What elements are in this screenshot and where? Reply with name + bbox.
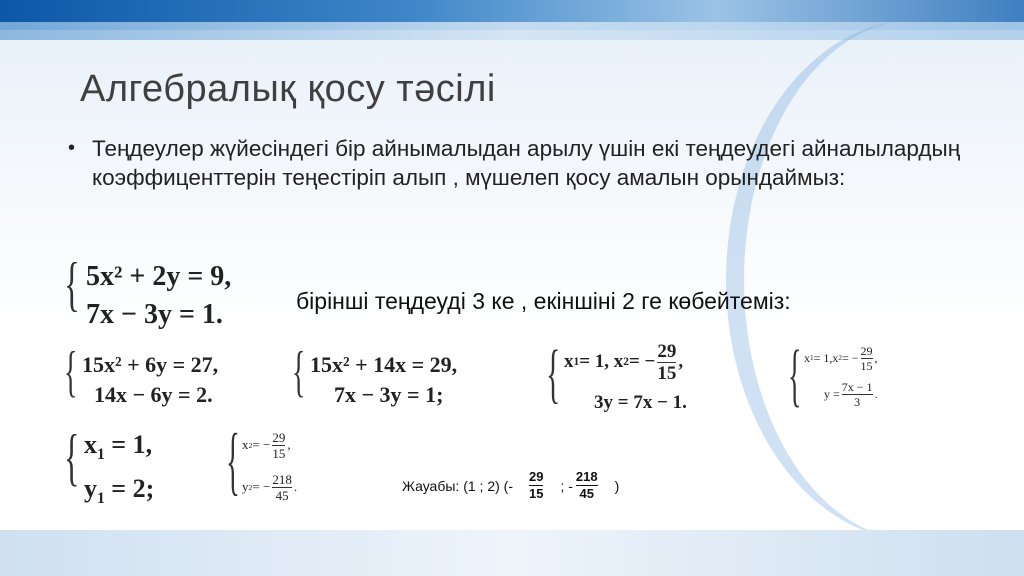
system-1-line-1: 5x² + 2y = 9, — [86, 261, 232, 292]
bullet-paragraph — [68, 134, 968, 192]
brace-icon: { — [226, 419, 240, 503]
system-2-line-1: 15x² + 6y = 27, — [82, 352, 219, 377]
answer-line — [402, 470, 619, 501]
system-1-line-2: 7x − 3y = 1. — [86, 299, 223, 330]
system-4-line-1: x 1 = 1, x 2 = − 29 15 , — [564, 340, 684, 384]
slide-title: Алгебралық қосу тәсілі — [80, 68, 496, 110]
system-6 — [84, 428, 154, 516]
answer-suffix: ) — [614, 477, 620, 494]
system-2-line-2: 14x − 6y = 2. — [94, 382, 213, 407]
system-5 — [804, 340, 878, 412]
brace-icon: { — [64, 421, 80, 492]
fraction: 7x − 1 3 — [841, 379, 873, 409]
fraction: 29 15 — [272, 429, 286, 461]
bullet-text: Теңдеулер жүйесіндегі бір айнымалыдан арылу үшін екі теңдеудегі айналылардың коэффиценттерін теңестіріп алып , мүшелеп қосу амалын орындаймыз: — [92, 136, 961, 190]
system-2 — [82, 350, 218, 410]
answer-fraction-2: $\frac{218}{45}$ — [575, 469, 598, 501]
brace-icon: { — [546, 337, 561, 410]
system-5-line-2: y = 7x − 1 3 . — [824, 379, 878, 409]
system-7-line-2: y 2 = − 218 45 . — [242, 471, 298, 503]
fraction: 218 45 — [272, 471, 292, 503]
system-4-line-2: 3y = 7x − 1. — [594, 392, 687, 413]
fraction: 29 15 — [860, 343, 873, 373]
system-6-line-2: $y_1 = 2$; — [84, 474, 155, 508]
system-3-line-2: 7x − 3y = 1; — [334, 382, 444, 407]
answer-prefix: Жауабы: (1 ; 2) (- — [402, 477, 513, 494]
brace-icon: { — [292, 341, 306, 403]
system-6-line-1: $x_1 = 1$, — [84, 430, 153, 464]
instruction-text: бірінші теңдеуді 3 ке , екіншіні 2 ге көбейтеміз: — [296, 288, 791, 314]
bullet-dot-icon: • — [68, 137, 76, 159]
system-7-line-1: x 2 = − 29 15 , — [242, 429, 291, 461]
brace-icon: { — [64, 341, 78, 403]
answer-fraction-1: $\frac{29}{15}$ — [528, 469, 544, 501]
system-1 — [86, 258, 231, 334]
system-4 — [564, 340, 687, 414]
footer-band — [0, 530, 1024, 576]
system-3 — [310, 350, 457, 410]
system-5-line-1: x 1 = 1,x 2 = − 29 15 , — [804, 343, 878, 373]
fraction: 29 15 — [657, 340, 677, 384]
system-7 — [242, 424, 297, 508]
system-3-line-1: 15x² + 14x = 29, — [310, 352, 458, 377]
brace-icon: { — [64, 251, 80, 317]
brace-icon: { — [788, 337, 802, 414]
answer-separator: ; - — [560, 477, 573, 494]
